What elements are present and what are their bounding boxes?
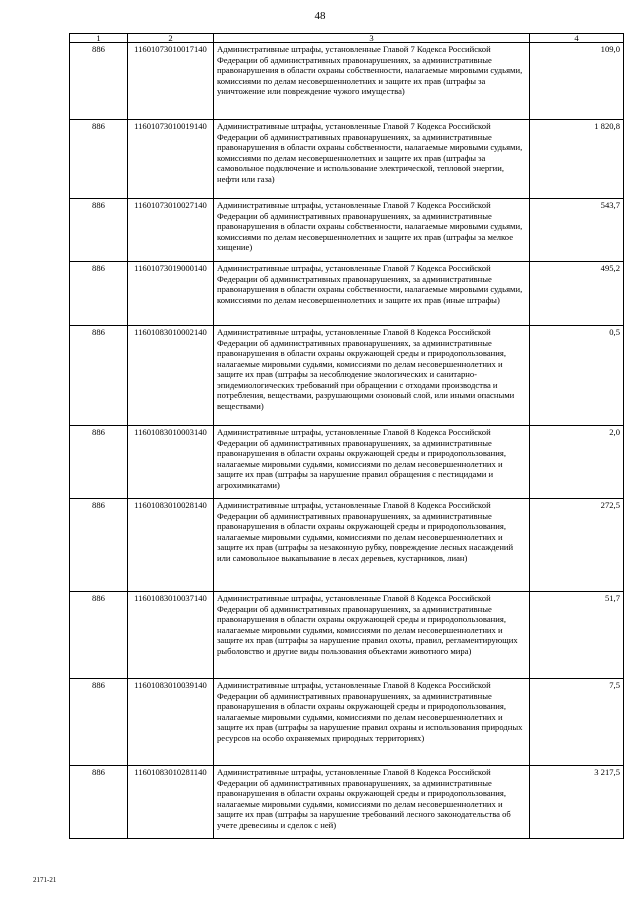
budget-code-cell: 11601083010003140 bbox=[128, 426, 214, 499]
revenue-name-cell: Административные штрафы, установленные Главой 7 Кодекса Российской Федерации об административных правонарушениях, за административные правонарушения в области охраны собственности, налагаемые мировыми судьями, комиссиями по делам несовершеннолетних и защите их прав (иные штрафы) bbox=[214, 262, 530, 326]
table-row bbox=[70, 679, 624, 766]
table-row bbox=[70, 120, 624, 199]
admin-code-cell: 886 bbox=[70, 679, 128, 766]
budget-code-cell: 11601073010017140 bbox=[128, 43, 214, 120]
table-row bbox=[70, 262, 624, 326]
budget-table bbox=[69, 33, 624, 839]
budget-code-cell: 11601083010028140 bbox=[128, 499, 214, 592]
column-number-3: 3 bbox=[214, 34, 530, 43]
budget-code-cell: 11601083010039140 bbox=[128, 679, 214, 766]
page-number: 48 bbox=[314, 10, 326, 22]
table-row bbox=[70, 766, 624, 839]
amount-cell: 272,5 bbox=[530, 499, 624, 592]
column-number-4: 4 bbox=[530, 34, 624, 43]
column-number-row bbox=[70, 34, 624, 43]
table-row bbox=[70, 326, 624, 426]
amount-cell: 495,2 bbox=[530, 262, 624, 326]
admin-code-cell: 886 bbox=[70, 199, 128, 262]
revenue-name-cell: Административные штрафы, установленные Главой 8 Кодекса Российской Федерации об административных правонарушениях, за административные правонарушения в области охраны окружающей среды и природопользования, налагаемые мировыми судьями, комиссиями по делам несовершеннолетних и защите их прав (штрафы за несоблюдение экологических и санитарно-эпидемиологических требований при обращении с отходами производства и потребления, веществами, разрушающими озоновый слой, или иными опасными веществами) bbox=[214, 326, 530, 426]
admin-code-cell: 886 bbox=[70, 43, 128, 120]
admin-code-cell: 886 bbox=[70, 766, 128, 839]
revenue-name-cell: Административные штрафы, установленные Главой 7 Кодекса Российской Федерации об административных правонарушениях, за административные правонарушения в области охраны собственности, налагаемые мировыми судьями, комиссиями по делам несовершеннолетних и защите их прав (штрафы за самовольное подключение и использование электрической, тепловой энергии, нефти или газа) bbox=[214, 120, 530, 199]
revenue-name-cell: Административные штрафы, установленные Главой 7 Кодекса Российской Федерации об административных правонарушениях, за административные правонарушения в области охраны собственности, налагаемые мировыми судьями, комиссиями по делам несовершеннолетних и защите их прав (штрафы за уничтожение или повреждение чужого имущества) bbox=[214, 43, 530, 120]
table-row bbox=[70, 499, 624, 592]
amount-cell: 1 820,8 bbox=[530, 120, 624, 199]
table-row bbox=[70, 43, 624, 120]
amount-cell: 3 217,5 bbox=[530, 766, 624, 839]
budget-code-cell: 11601083010281140 bbox=[128, 766, 214, 839]
amount-cell: 51,7 bbox=[530, 592, 624, 679]
revenue-name-cell: Административные штрафы, установленные Главой 8 Кодекса Российской Федерации об административных правонарушениях, за административные правонарушения в области охраны окружающей среды и природопользования, налагаемые мировыми судьями, комиссиями по делам несовершеннолетних и защите их прав (штрафы за нарушение требований лесного законодательства об учете древесины и сделок с ней) bbox=[214, 766, 530, 839]
admin-code-cell: 886 bbox=[70, 592, 128, 679]
admin-code-cell: 886 bbox=[70, 262, 128, 326]
budget-code-cell: 11601073019000140 bbox=[128, 262, 214, 326]
amount-cell: 543,7 bbox=[530, 199, 624, 262]
amount-cell: 0,5 bbox=[530, 326, 624, 426]
table-row bbox=[70, 199, 624, 262]
admin-code-cell: 886 bbox=[70, 499, 128, 592]
revenue-name-cell: Административные штрафы, установленные Главой 8 Кодекса Российской Федерации об административных правонарушениях, за административные правонарушения в области охраны окружающей среды и природопользования, налагаемые мировыми судьями, комиссиями по делам несовершеннолетних и защите их прав (штрафы за нарушение правил охраны и использования природных ресурсов на особо охраняемых природных территориях) bbox=[214, 679, 530, 766]
revenue-name-cell: Административные штрафы, установленные Главой 7 Кодекса Российской Федерации об административных правонарушениях, за административные правонарушения в области охраны собственности, налагаемые мировыми судьями, комиссиями по делам несовершеннолетних и защите их прав (штрафы за мелкое хищение) bbox=[214, 199, 530, 262]
column-number-2: 2 bbox=[128, 34, 214, 43]
revenue-name-cell: Административные штрафы, установленные Главой 8 Кодекса Российской Федерации об административных правонарушениях, за административные правонарушения в области охраны окружающей среды и природопользования, налагаемые мировыми судьями, комиссиями по делам несовершеннолетних и защите их прав (штрафы за нарушение правил охоты, правил, регламентирующих рыболовство и другие виды пользования объектами животного мира) bbox=[214, 592, 530, 679]
budget-code-cell: 11601073010027140 bbox=[128, 199, 214, 262]
budget-code-cell: 11601083010037140 bbox=[128, 592, 214, 679]
admin-code-cell: 886 bbox=[70, 120, 128, 199]
admin-code-cell: 886 bbox=[70, 326, 128, 426]
amount-cell: 2,0 bbox=[530, 426, 624, 499]
document-code: 2171-21 bbox=[33, 876, 57, 884]
revenue-name-cell: Административные штрафы, установленные Главой 8 Кодекса Российской Федерации об административных правонарушениях, за административные правонарушения в области охраны окружающей среды и природопользования, налагаемые мировыми судьями, комиссиями по делам несовершеннолетних и защите их прав (штрафы за нарушение правил обращения с пестицидами и агрохимикатами) bbox=[214, 426, 530, 499]
table-row bbox=[70, 426, 624, 499]
revenue-name-cell: Административные штрафы, установленные Главой 8 Кодекса Российской Федерации об административных правонарушениях, за административные правонарушения в области охраны окружающей среды и природопользования, налагаемые мировыми судьями, комиссиями по делам несовершеннолетних и защите их прав (штрафы за незаконную рубку, повреждение лесных насаждений или самовольное выкапывание в лесах деревьев, кустарников, лиан) bbox=[214, 499, 530, 592]
budget-code-cell: 11601073010019140 bbox=[128, 120, 214, 199]
budget-code-cell: 11601083010002140 bbox=[128, 326, 214, 426]
amount-cell: 109,0 bbox=[530, 43, 624, 120]
table-row bbox=[70, 592, 624, 679]
amount-cell: 7,5 bbox=[530, 679, 624, 766]
admin-code-cell: 886 bbox=[70, 426, 128, 499]
column-number-1: 1 bbox=[70, 34, 128, 43]
